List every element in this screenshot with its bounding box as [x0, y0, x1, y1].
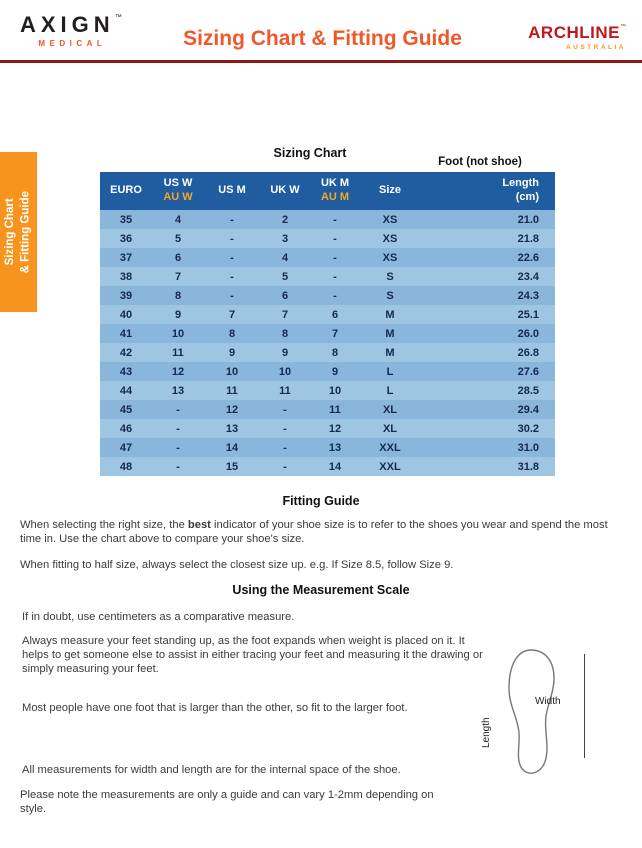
- table-cell: 41: [119, 327, 133, 340]
- table-cell: 9: [281, 346, 289, 359]
- table-cell: 8: [331, 346, 339, 359]
- archline-logo-subtitle: AUSTRALIA: [565, 44, 626, 51]
- table-cell: 47: [119, 441, 133, 454]
- table-cell: 25.1: [517, 308, 539, 321]
- table-cell: 35: [119, 213, 133, 226]
- fitting-guide-p1-suffix: indicator of your shoe size is to refer to the shoes you wear and spend the most time in. Use the chart above to compare your shoe's size.: [20, 519, 608, 545]
- table-cell: XS: [382, 232, 398, 245]
- table-cell: S: [386, 289, 394, 302]
- table-cell: XXL: [379, 460, 401, 473]
- table-row: [100, 267, 555, 286]
- table-cell: L: [386, 384, 394, 397]
- table-cell: S: [386, 270, 394, 283]
- table-cell: 30.2: [517, 422, 539, 435]
- table-cell: XXL: [379, 441, 401, 454]
- fitting-guide-p1-bold: best: [187, 519, 211, 531]
- table-cell: 6: [331, 308, 339, 321]
- table-cell: 7: [228, 308, 236, 321]
- table-cell: -: [230, 213, 234, 226]
- table-body: [100, 210, 555, 476]
- table-head: [100, 172, 555, 210]
- table-cell: M: [385, 327, 395, 340]
- table-cell: 12: [171, 365, 185, 378]
- width-label: Width: [535, 696, 561, 707]
- fitting-guide-paragraph-2: When fitting to half size, always select the closest size up. e.g. If Size 8.5, follow Size 9.: [20, 559, 454, 571]
- table-cell: -: [283, 441, 287, 454]
- table-cell: 4: [281, 251, 289, 264]
- table-cell: 11: [329, 403, 341, 416]
- table-cell: -: [230, 232, 234, 245]
- table-cell: 7: [281, 308, 289, 321]
- table-row: [100, 248, 555, 267]
- table-row: [100, 362, 555, 381]
- measurement-paragraph-1: If in doubt, use centimeters as a comparative measure.: [22, 611, 295, 623]
- table-cell: 15: [225, 460, 239, 473]
- table-cell: 9: [228, 346, 236, 359]
- table-cell: 42: [119, 346, 133, 359]
- table-row: [100, 419, 555, 438]
- table-cell: 7: [331, 327, 339, 340]
- table-cell: 26.0: [517, 327, 539, 340]
- table-cell: 8: [281, 327, 289, 340]
- table-cell: 13: [328, 441, 342, 454]
- table-cell: -: [333, 232, 337, 245]
- header-divider-rule: [0, 60, 642, 63]
- table-cell: 10: [328, 384, 342, 397]
- table-row: [100, 210, 555, 229]
- column-header: Size: [378, 184, 401, 197]
- table-cell: M: [385, 346, 395, 359]
- table-cell: 39: [119, 289, 133, 302]
- measurement-scale-title: Using the Measurement Scale: [232, 583, 410, 597]
- archline-logo: [528, 24, 626, 51]
- table-cell: 43: [119, 365, 133, 378]
- table-row: [100, 381, 555, 400]
- fitting-guide-paragraph-1: [20, 518, 624, 546]
- table-cell: 13: [225, 422, 239, 435]
- measurement-bracket-line: [584, 654, 585, 758]
- table-cell: 6: [174, 251, 182, 264]
- fitting-guide-p1-prefix: When selecting the right size, the: [20, 519, 188, 531]
- table-row: [100, 343, 555, 362]
- archline-logo-text: ARCHLINE: [528, 23, 620, 42]
- table-cell: -: [333, 270, 337, 283]
- table-row: [100, 400, 555, 419]
- table-cell: 11: [172, 346, 184, 359]
- table-row: [100, 305, 555, 324]
- table-cell: XS: [382, 251, 398, 264]
- table-cell: 31.0: [517, 441, 539, 454]
- table-cell: 21.0: [517, 213, 539, 226]
- table-cell: 46: [119, 422, 133, 435]
- table-cell: 12: [328, 422, 342, 435]
- measurement-paragraph-5: Please note the measurements are only a guide and can vary 1-2mm depending on style.: [20, 789, 434, 815]
- table-cell: 8: [174, 289, 182, 302]
- table-cell: L: [386, 365, 394, 378]
- table-cell: 24.3: [517, 289, 539, 302]
- table-cell: 38: [119, 270, 133, 283]
- table-cell: -: [333, 251, 337, 264]
- page-title: Sizing Chart & Fitting Guide: [183, 27, 462, 50]
- table-cell: -: [230, 251, 234, 264]
- measurement-paragraph-2: Always measure your feet standing up, as the foot expands when weight is placed on it. It helps to get someone else to assist in either tracing your feet and measuring it the drawing or simply measuring your feet.: [22, 635, 483, 675]
- fitting-guide-title: Fitting Guide: [282, 494, 360, 508]
- table-cell: 14: [328, 460, 342, 473]
- table-cell: 28.5: [517, 384, 539, 397]
- table-cell: 37: [119, 251, 133, 264]
- table-cell: -: [176, 441, 180, 454]
- table-cell: 27.6: [517, 365, 539, 378]
- side-tab: [0, 152, 37, 312]
- measurement-paragraph-4: All measurements for width and length are for the internal space of the shoe.: [22, 764, 401, 776]
- table-cell: 6: [281, 289, 289, 302]
- table-cell: 40: [119, 308, 133, 321]
- table-cell: 5: [281, 270, 289, 283]
- side-tab-line2: & Fitting Guide: [19, 190, 32, 274]
- column-header: US W AU W: [163, 177, 193, 203]
- table-cell: XL: [382, 403, 398, 416]
- table-cell: 11: [279, 384, 291, 397]
- measurement-paragraph-3: Most people have one foot that is larger than the other, so fit to the larger foot.: [22, 702, 408, 714]
- column-header: EURO: [110, 184, 142, 197]
- table-cell: 13: [171, 384, 185, 397]
- table-cell: -: [283, 422, 287, 435]
- table-cell: 2: [281, 213, 289, 226]
- column-header: US M: [218, 184, 246, 197]
- axign-logo-text: AXIGN: [20, 12, 115, 37]
- table-cell: 11: [226, 384, 238, 397]
- table-cell: 10: [171, 327, 185, 340]
- table-cell: 31.8: [517, 460, 539, 473]
- table-row: [100, 286, 555, 305]
- table-row: [100, 324, 555, 343]
- table-cell: 21.8: [517, 232, 539, 245]
- table-cell: XS: [382, 213, 398, 226]
- table-cell: 22.6: [517, 251, 539, 264]
- column-header: Length (cm): [502, 177, 539, 203]
- table-cell: 29.4: [517, 403, 539, 416]
- table-cell: 14: [225, 441, 239, 454]
- foot-measurement-diagram: [481, 648, 593, 796]
- table-cell: 9: [174, 308, 182, 321]
- table-cell: -: [333, 289, 337, 302]
- table-cell: -: [176, 460, 180, 473]
- table-cell: -: [283, 403, 287, 416]
- table-cell: -: [333, 213, 337, 226]
- table-cell: 3: [281, 232, 289, 245]
- table-cell: 5: [174, 232, 182, 245]
- archline-trademark: ™: [620, 24, 626, 30]
- table-cell: 10: [225, 365, 239, 378]
- axign-trademark: ™: [114, 14, 122, 21]
- table-cell: -: [176, 403, 180, 416]
- table-cell: 9: [331, 365, 339, 378]
- axign-logo-subtitle: MEDICAL: [38, 39, 107, 48]
- side-tab-label: [3, 191, 34, 273]
- table-cell: M: [385, 308, 395, 321]
- length-label: Length: [481, 717, 492, 748]
- table-cell: 26.8: [517, 346, 539, 359]
- table-cell: 12: [225, 403, 239, 416]
- table-cell: 48: [119, 460, 133, 473]
- table-cell: -: [230, 289, 234, 302]
- axign-logo: [20, 14, 122, 48]
- table-cell: -: [176, 422, 180, 435]
- table-cell: 4: [174, 213, 182, 226]
- table-cell: 23.4: [517, 270, 539, 283]
- table-cell: 7: [174, 270, 182, 283]
- table-row: [100, 438, 555, 457]
- table-cell: 10: [278, 365, 292, 378]
- column-header: UK W: [270, 184, 300, 197]
- table-header-row: [100, 172, 555, 210]
- foot-outline-icon: [495, 648, 571, 788]
- side-tab-line1: Sizing Chart: [3, 198, 16, 266]
- page-header: [0, 0, 642, 62]
- table-row: [100, 457, 555, 476]
- table-cell: 36: [119, 232, 133, 245]
- table-row: [100, 229, 555, 248]
- table-cell: -: [230, 270, 234, 283]
- sizing-chart-title: Sizing Chart: [273, 146, 347, 160]
- table-cell: 8: [228, 327, 236, 340]
- foot-not-shoe-note: Foot (not shoe): [438, 156, 522, 168]
- table-cell: 45: [119, 403, 133, 416]
- column-header: UK M AU M: [320, 177, 350, 203]
- table-cell: XL: [382, 422, 398, 435]
- table-cell: 44: [119, 384, 133, 397]
- table-cell: -: [283, 460, 287, 473]
- sizing-table: [100, 172, 555, 476]
